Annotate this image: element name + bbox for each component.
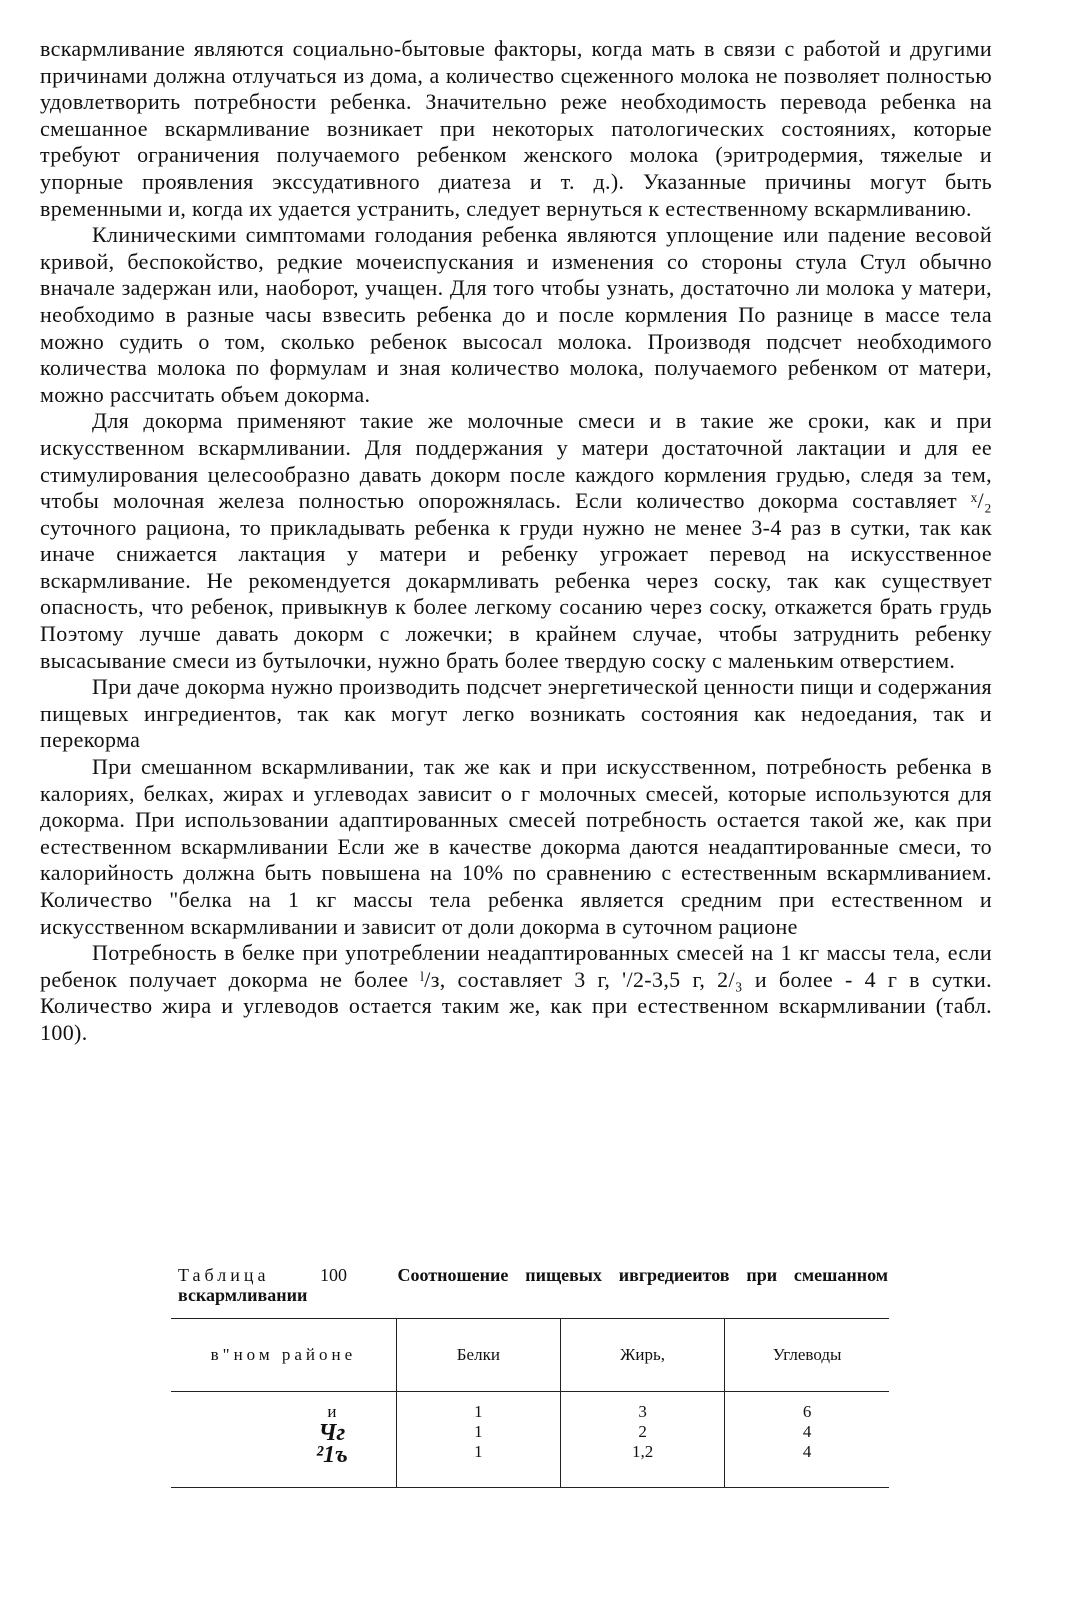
belki-value-2: 1 [474,1422,483,1441]
header-col-3: Жирь, [560,1319,724,1392]
table-header-row [171,1319,889,1392]
table-caption [178,1265,888,1305]
table-caption-number: 100 [319,1265,347,1285]
zhiry-value-3: 1,2 [631,1442,654,1461]
row-label-1: и [327,1402,337,1421]
document-body [40,36,992,1047]
row-label-3: ²1ъ [315,1442,348,1468]
table-caption-title: Соотношение пищевых ивгредиеитов при смешанном вскармливании [178,1265,889,1305]
belki-cell [396,1392,560,1488]
zhiry-value-2: 2 [638,1422,647,1441]
zhiry-cell [560,1392,724,1488]
belki-value-3: 1 [474,1442,483,1461]
paragraph-1: вскармливание являются социально-бытовые факторы, когда мать в связи с работой и другими причинами должна отлучаться из дома, а количество сцеженного молока не позволяет полностью удовлетворить потребности ребенка. Значительно реже необходимость перевода ребенка на смешанное вскармливание возникает при некоторых патологических состояниях, которые требуют ограничения получаемого ребенком женского молока (эритродермия, тяжелые и упорные проявления экссудативного диатеза и т. д.). Указанные причины могут быть временными и, когда их удается устранить, следует вернуться к естественному вскармливанию. [40,36,992,221]
row-labels-cell [171,1392,396,1488]
header-col-4: Углеводы [725,1319,889,1392]
paragraph-2: Клиническими симптомами голодания ребенка являются уплощение или падение весовой кривой, беспокойство, редкие мочеиспускания и изменения со стороны стула Стул обычно вначале задержан или, наоборот, учащен. Для того чтобы узнать, достаточно ли молока у матери, необходимо в разные часы взвесить ребенка до и после кормления По разнице в массе тела можно судить о том, сколько ребенок высосал молока. Производя подсчет необходимого количества молока по формулам и зная количество молока, получаемого ребенком от матери, можно рассчитать объем докорма. [40,222,992,407]
nutrient-table [171,1318,889,1488]
table-row [171,1392,889,1488]
row-label-2: Чг [318,1420,346,1446]
paragraph-6: Потребность в белке при употреблении неадаптированных смесей на 1 кг массы тела, если ребенок получает докорма не более ˡ/з, составляет 3 г, '/2-3,5 г, 2/₃ и более - 4 г в сутки. Количество жира и углеводов остается таким же, как при естественном вскармливании (табл. 100). [40,940,992,1045]
zhiry-value-1: 3 [638,1402,647,1421]
table-caption-label: Таблица [178,1265,270,1285]
uglevody-value-3: 4 [802,1442,812,1461]
uglevody-value-2: 4 [802,1422,812,1441]
paragraph-5: При смешанном вскармливании, так же как и при искусственном, потребность ребенка в калориях, белках, жирах и углеводах зависит о г молочных смесей, которые используются для докорма. При использовании адаптированных смесей потребность остается такой же, как при естественном вскармливании Если же в качестве докорма даются неадаптированные смеси, то калорийность должна быть повышена на 10% по сравнению с естественным вскармливанием. Количество "белка на 1 кг массы тела ребенка является средним при естественном и искусственном вскармливании и зависит от доли докорма в суточном рационе [40,754,992,939]
paragraph-4: При даче докорма нужно производить подсчет энергетической ценности пищи и содержания пищевых ингредиентов, так как могут легко возникать состояния как недоедания, так и перекорма [40,674,992,753]
belki-value-1: 1 [474,1402,483,1421]
uglevody-cell [725,1392,889,1488]
uglevody-value-1: 6 [802,1402,812,1421]
header-col-1: в"ном районе [171,1319,396,1392]
paragraph-3: Для докорма применяют такие же молочные смеси и в такие же сроки, как и при искусственном вскармливании. Для поддержания у матери достаточной лактации и для ее стимулирования целесообразно давать докорм после каждого кормления грудью, следя за тем, чтобы молочная железа полностью опорожнялась. Если количество докорма составляет ˣ/₂ суточного рациона, то прикладывать ребенка к груди нужно не менее 3-4 раз в сутки, так как иначе снижается лактация у матери и ребенку угрожает перевод на искусственное вскармливание. Не рекомендуется докармливать ребенка через соску, так как существует опасность, что ребенок, привыкнув к более легкому сосанию через соску, откажется брать грудь Поэтому лучше давать докорм с ложечки; в крайнем случае, чтобы затруднить ребенку высасывание смеси из бутылочки, нужно брать более твердую соску с маленьким отверстием. [40,408,992,673]
header-col-2: Белки [396,1319,560,1392]
